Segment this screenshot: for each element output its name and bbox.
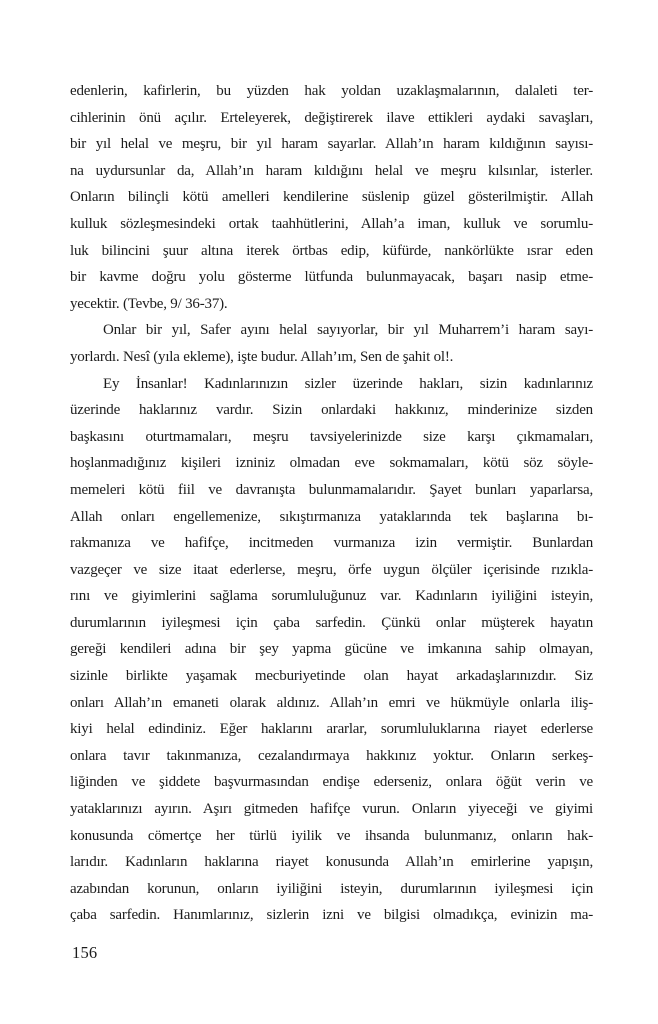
text-line: vazgeçer ve size itaat ederlerse, meşru, örfe uygun ölçüler içerisinde rızıkla-: [70, 561, 593, 578]
text-line: konusunda cömertçe her türlü iyilik ve ihsanda bulunmanız, onların hak-: [70, 827, 593, 844]
text-line: na uydursunlar da, Allah’ın haram kıldığını helal ve meşru kılsınlar, isterler.: [70, 162, 593, 179]
text-line: rakmanıza ve hafifçe, incitmeden vurmanıza izin vermiştir. Bunlardan: [70, 535, 593, 552]
text-line: Onların bilinçli kötü amelleri kendilerine süslenip güzel gösterilmiştir. Allah: [70, 189, 593, 206]
text-line: onları Allah’ın emaneti olarak aldınız. Allah’ın emri ve hükmüyle onlarla iliş-: [70, 694, 593, 711]
page-number: 156: [72, 943, 98, 962]
text-line: liğinden ve şiddete başvurmasından endişe ederseniz, onlara öğüt verin ve: [70, 774, 593, 791]
text-line: kiyi helal edindiniz. Eğer haklarını ararlar, sorumluluklarına riayet ederlerse: [70, 721, 593, 738]
text-line: çaba sarfedin. Hanımlarınız, sizlerin izni ve bilgisi olmadıkça, evinizin ma-: [70, 907, 593, 924]
text-line: yataklarınızı ayırın. Aşırı gitmeden hafifçe vurun. Onların yiyeceği ve giyimi: [70, 801, 593, 818]
text-line: azabından korunun, onların iyiliğini isteyin, durumlarının iyileşmesi için: [70, 880, 593, 897]
text-line: Ey İnsanlar! Kadınlarınızın sizler üzerinde hakları, sizin kadınlarınız: [103, 375, 593, 392]
text-line: Allah onları engellemenize, sıkıştırmanıza yataklarında tek başlarına bı-: [70, 508, 593, 525]
text-line: cihlerinin önü açılır. Erteleyerek, değiştirerek ilave ettikleri aydaki savaşları,: [70, 109, 593, 126]
text-line: bir yıl helal ve meşru, bir yıl haram sayarlar. Allah’ın haram kıldığının sayısı-: [70, 136, 593, 153]
text-line: luk bilincini şuur altına iterek örtbas edip, küfürde, nankörlükte ısrar eden: [70, 242, 593, 259]
text-line: gereği kendileri adına bir şey yapma gücüne ve imkanına sahip olmayan,: [70, 641, 593, 658]
text-line: yecektir. (Tevbe, 9/ 36-37).: [70, 295, 228, 312]
body-text: [70, 78, 593, 929]
text-line: rını ve giyimlerini sağlama sorumluluğunuz var. Kadınların iyiliğini isteyin,: [70, 588, 593, 605]
text-line: kulluk sözleşmesindeki ortak taahhütlerini, Allah’a iman, kulluk ve sorumlu-: [70, 215, 593, 232]
text-line: Onlar bir yıl, Safer ayını helal sayıyorlar, bir yıl Muharrem’i haram sayı-: [103, 322, 593, 339]
text-line: üzerinde haklarınız vardır. Sizin onlardaki hakkınız, minderinize sizden: [70, 402, 593, 419]
text-line: memeleri kötü fiil ve davranışta bulunmamalarıdır. Şayet bunları yaparlarsa,: [70, 481, 593, 498]
text-line: onlara tavır takınmanıza, cezalandırmaya hakkınız yoktur. Onların serkeş-: [70, 747, 593, 764]
text-line: bir kavme doğru yolu gösterme lütfunda bulunmayacak, başarı nasip etme-: [70, 269, 593, 286]
text-line: sizinle birlikte yaşamak mecburiyetinde olan hayat arkadaşlarınızdır. Siz: [70, 668, 593, 685]
text-line: edenlerin, kafirlerin, bu yüzden hak yoldan uzaklaşmalarının, dalaleti ter-: [70, 83, 593, 99]
text-line: durumlarının iyileşmesi için çaba sarfedin. Çünkü onlar müşterek hayatın: [70, 614, 593, 631]
text-line: başkasını oturtmamaları, meşru tavsiyelerinizde size karşı çıkmamaları,: [70, 428, 593, 445]
text-line: hoşlanmadığınız kişileri izniniz olmadan eve sokmamaları, kötü söz söyle-: [70, 455, 593, 472]
text-line: yorlardı. Nesî (yıla ekleme), işte budur. Allah’ım, Sen de şahit ol!.: [70, 348, 454, 365]
text-line: larıdır. Kadınların haklarına riayet konusunda Allah’ın emirlerine yapışın,: [70, 854, 593, 871]
